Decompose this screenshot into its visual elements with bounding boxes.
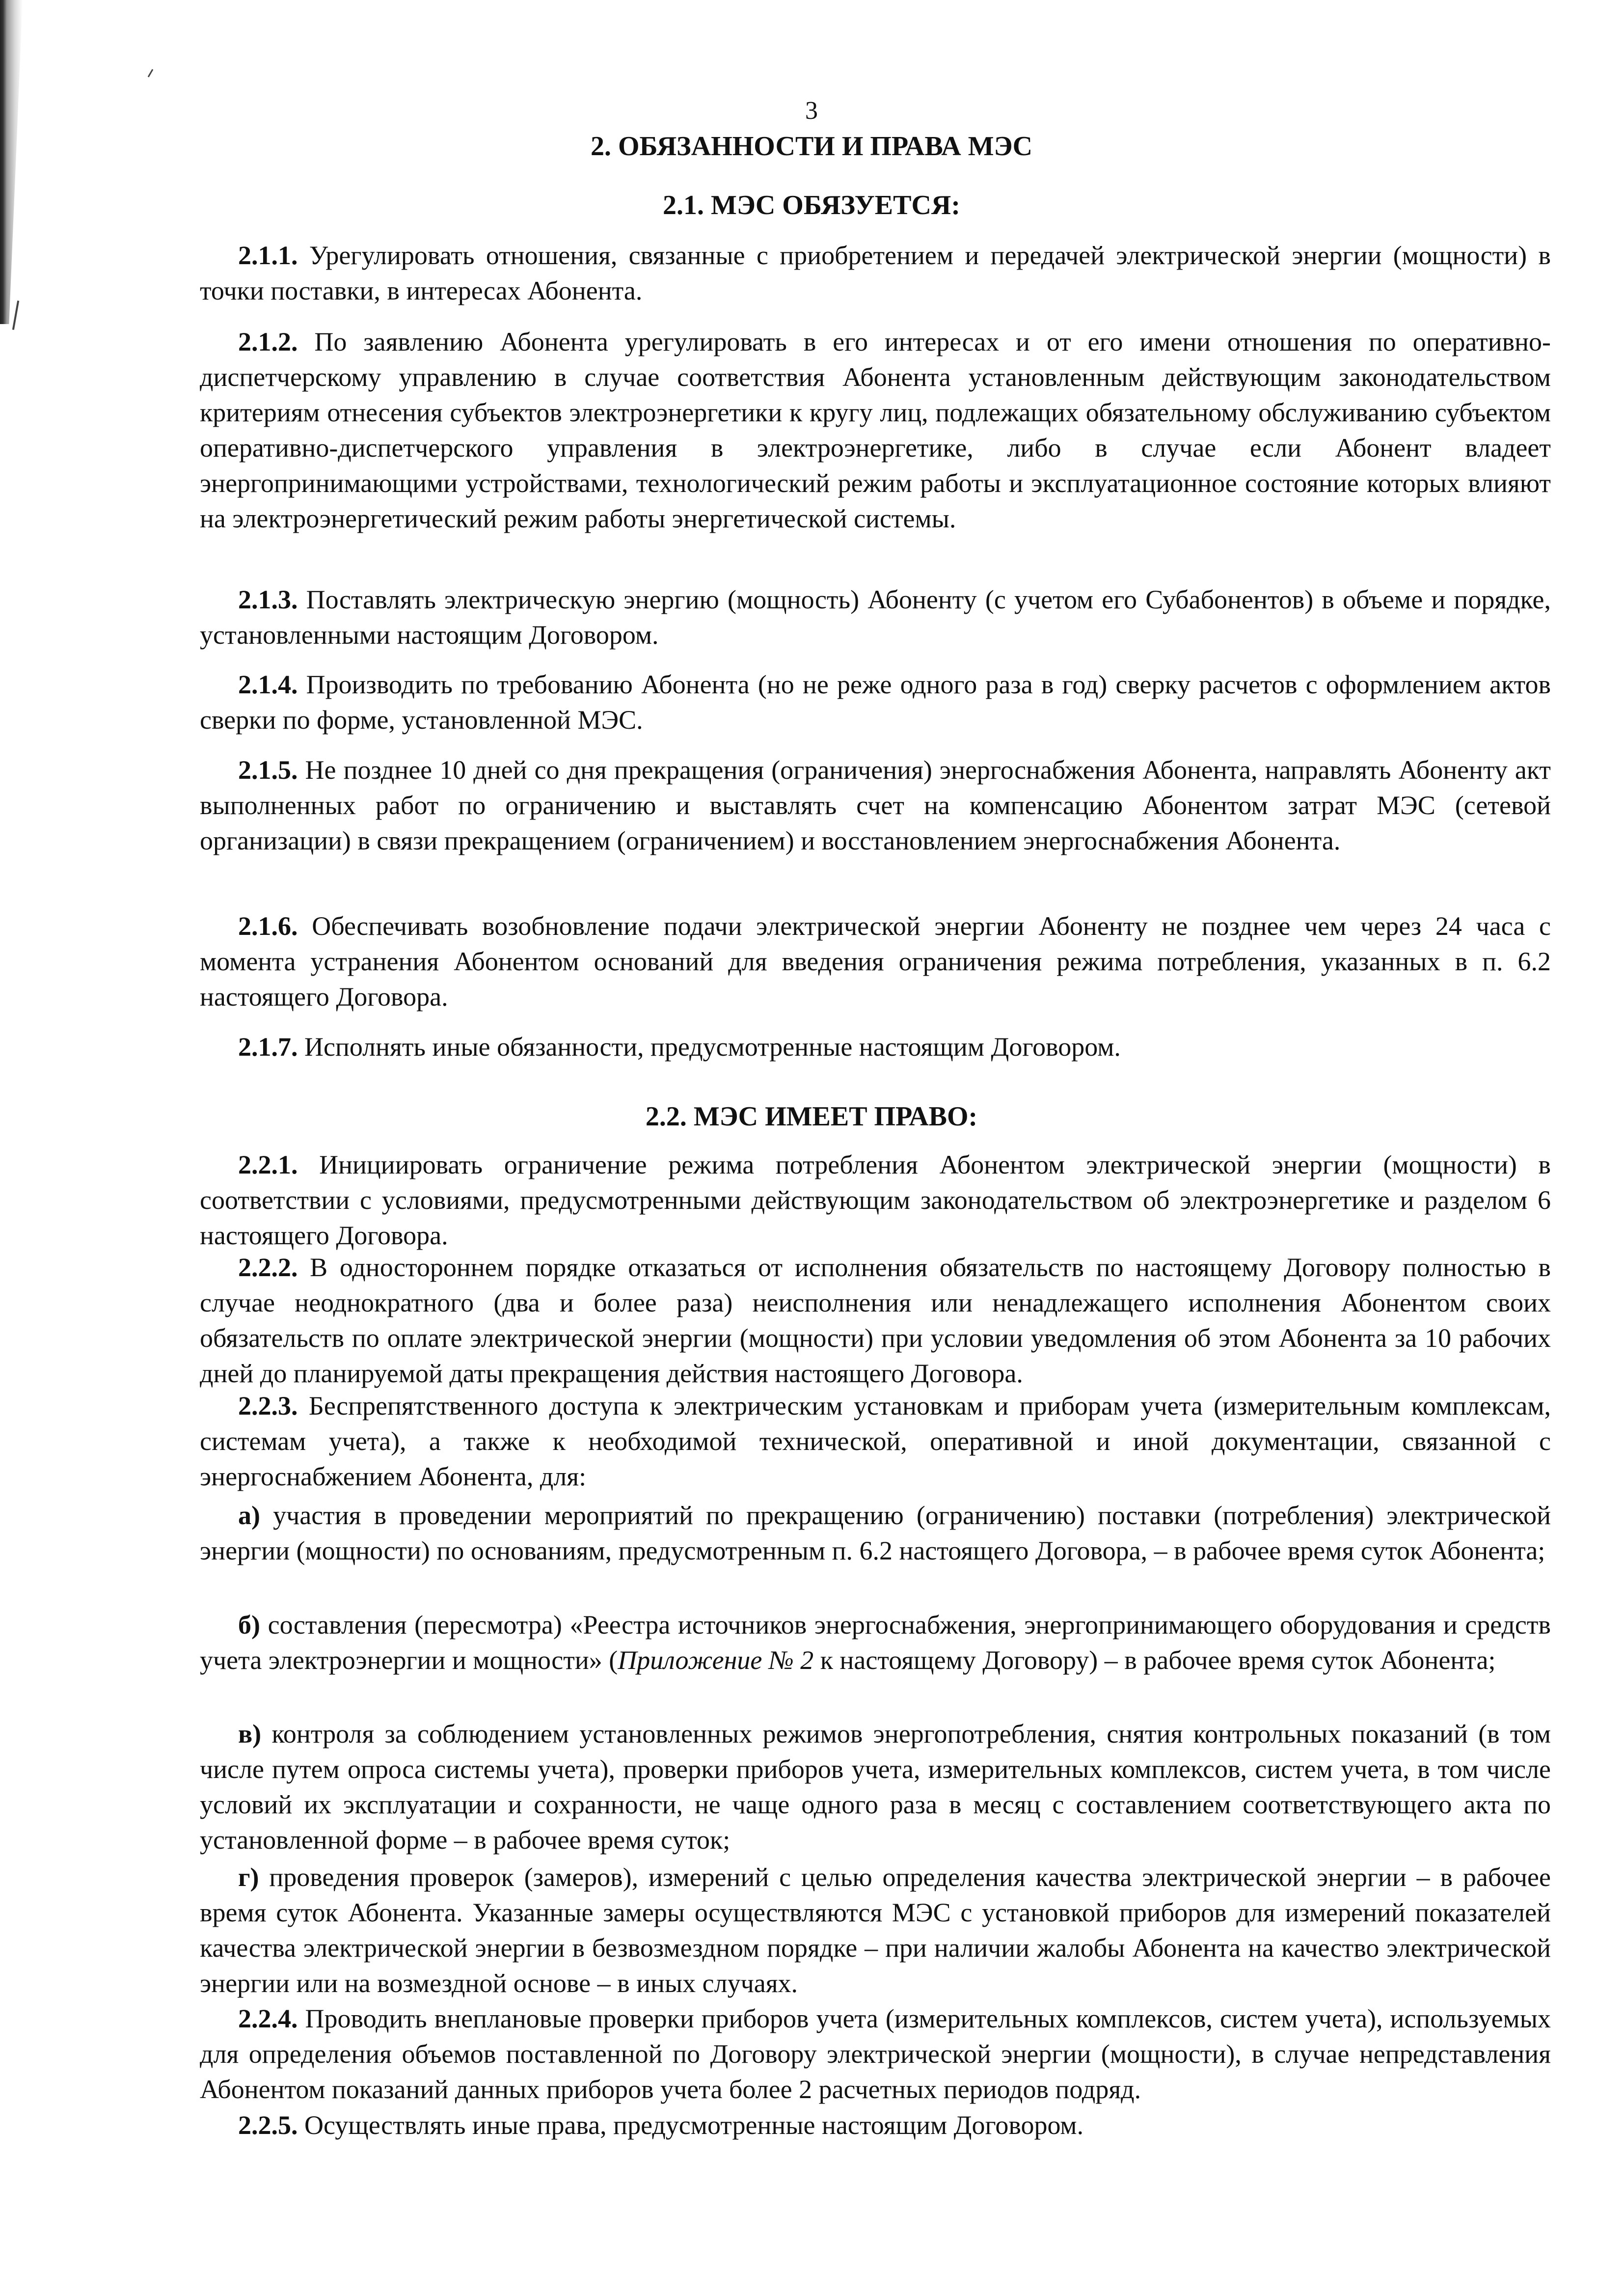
clause-text: Осуществлять иные права, предусмотренные настоящим Договором. [298,2110,1084,2140]
clause-number: 2.1.3. [238,585,298,614]
clause-number: 2.1.7. [238,1032,298,1062]
clause-text: Беспрепятственного доступа к электрическим установкам и приборам учета (измерительным комплексам, системам учета), а также к необходимой технической, оперативной и иной документации, связанной с энергоснабжением Абонента, для: [200,1391,1551,1491]
clause-number: г) [238,1862,259,1892]
clause-text: составления (пересмотра) «Реестра источников энергоснабжения, энергопринимающего оборудования и средств учета электроэнергии и мощности» ( [200,1610,1551,1675]
page-number: 3 [805,97,818,125]
clause-text: В одностороннем порядке отказаться от исполнения обязательств по настоящему Договору полностью в случае неоднократного (два и более раза) неисполнения или ненадлежащего исполнения Абонентом своих обязательств по оплате электрической энергии (мощности) при условии уведомления об этом Абонента за 10 рабочих дней до планируемой даты прекращения действия настоящего Договора. [200,1253,1551,1388]
clause-number: 2.2.1. [238,1150,298,1179]
clause-2-2-2 [200,1250,1551,1391]
clause-2-1-5 [200,752,1551,858]
subclause-b [200,1607,1551,1678]
clause-text: контроля за соблюдением установленных режимов энергопотребления, снятия контрольных показаний (в том числе путем опроса системы учета), проверки приборов учета, измерительных комплексов, систем учета, в том числе условий их эксплуатации и сохранности, не чаще одного раза в месяц с составлением соответствующего акта по установленной форме – в рабочее время суток; [200,1719,1551,1855]
clause-number: 2.2.4. [238,2004,298,2033]
clause-number: 2.1.4. [238,670,298,699]
clause-2-1-2 [200,324,1551,536]
subclause-g [200,1859,1551,2001]
clause-2-1-6 [200,908,1551,1014]
clause-text: проведения проверок (замеров), измерений с целью определения качества электрической энергии – в рабочее время суток Абонента. Указанные замеры осуществляются МЭС с установкой приборов для измерений показателей качества электрической энергии в безвозмездном порядке – при наличии жалобы Абонента на качество электрической энергии или на возмездной основе – в иных случаях. [200,1862,1551,1998]
section-title: 2. ОБЯЗАННОСТИ И ПРАВА МЭС [590,131,1033,162]
clause-2-1-3 [200,582,1551,653]
clause-text: Урегулировать отношения, связанные с приобретением и передачей электрической энергии (мощности) в точки поставки, в интересах Абонента. [200,241,1551,305]
clause-text: Обеспечивать возобновление подачи электрической энергии Абоненту не позднее чем через 24 часа с момента устранения Абонентом оснований для введения ограничения режима потребления, указанных в п. 6.2 настоящего Договора. [200,911,1551,1011]
clause-number: 2.2.2. [238,1253,298,1282]
clause-number: 2.2.3. [238,1391,298,1421]
clause-number: в) [238,1719,262,1749]
subsection-heading-rights: 2.2. МЭС ИМЕЕТ ПРАВО: [645,1101,978,1132]
clause-text: Проводить внеплановые проверки приборов учета (измерительных комплексов, систем учета), используемых для определения объемов поставленной по Договору электрической энергии (мощности), в случае непредставления Абонентом показаний данных приборов учета более 2 расчетных периодов подряд. [200,2004,1551,2104]
clause-text: Инициировать ограничение режима потребления Абонентом электрической энергии (мощности) в соответствии с условиями, предусмотренными действующим законодательством об электроэнергетике и разделом 6 настоящего Договора. [200,1150,1551,1250]
clause-text: Производить по требованию Абонента (но не реже одного раза в год) сверку расчетов с оформлением актов сверки по форме, установленной МЭС. [200,670,1551,735]
subclause-v [200,1716,1551,1858]
clause-2-1-7 [200,1029,1551,1065]
clause-2-2-5 [200,2107,1551,2143]
clause-number: б) [238,1610,260,1640]
clause-text: По заявлению Абонента урегулировать в его интересах и от его имени отношения по оперативно-диспетчерскому управлению в случае соответствия Абонента установленным действующим законодательством критериям отнесения субъектов электроэнергетики к кругу лиц, подлежащих обязательному обслуживанию субъектом оперативно-диспетчерского управления в электроэнергетике, либо в случае если Абонент владеет энергопринимающими устройствами, технологический режим работы и эксплуатационное состояние которых влияют на электроэнергетический режим работы энергетической системы. [200,327,1551,533]
clause-number: 2.1.2. [238,327,298,356]
clause-2-1-4 [200,667,1551,738]
clause-text: к настоящему Договору) – в рабочее время суток Абонента; [813,1645,1496,1675]
clause-2-1-1 [200,238,1551,308]
clause-number: а) [238,1501,260,1530]
subsection-heading-obligations: 2.1. МЭС ОБЯЗУЕТСЯ: [663,190,960,220]
clause-2-2-1 [200,1147,1551,1253]
clause-2-2-4 [200,2001,1551,2107]
clause-number: 2.1.5. [238,755,298,785]
clause-number: 2.1.6. [238,911,298,941]
clause-text: Поставлять электрическую энергию (мощность) Абоненту (с учетом его Субабонентов) в объеме и порядке, установленными настоящим Договором. [200,585,1551,650]
clause-text: Не позднее 10 дней со дня прекращения (ограничения) энергоснабжения Абонента, направлять Абоненту акт выполненных работ по ограничению и выставлять счет на компенсацию Абонентом затрат МЭС (сетевой организации) в связи прекращением (ограничением) и восстановлением энергоснабжения Абонента. [200,755,1551,855]
clause-number: 2.1.1. [238,241,298,270]
appendix-reference: Приложение № 2 [618,1645,814,1675]
clause-2-2-3 [200,1388,1551,1494]
clause-number: 2.2.5. [238,2110,298,2140]
subclause-a [200,1498,1551,1568]
clause-text: участия в проведении мероприятий по прекращению (ограничению) поставки (потребления) электрической энергии (мощности) по основаниям, предусмотренным п. 6.2 настоящего Договора, – в рабочее время суток Абонента; [200,1501,1551,1565]
clause-text: Исполнять иные обязанности, предусмотренные настоящим Договором. [298,1032,1121,1062]
